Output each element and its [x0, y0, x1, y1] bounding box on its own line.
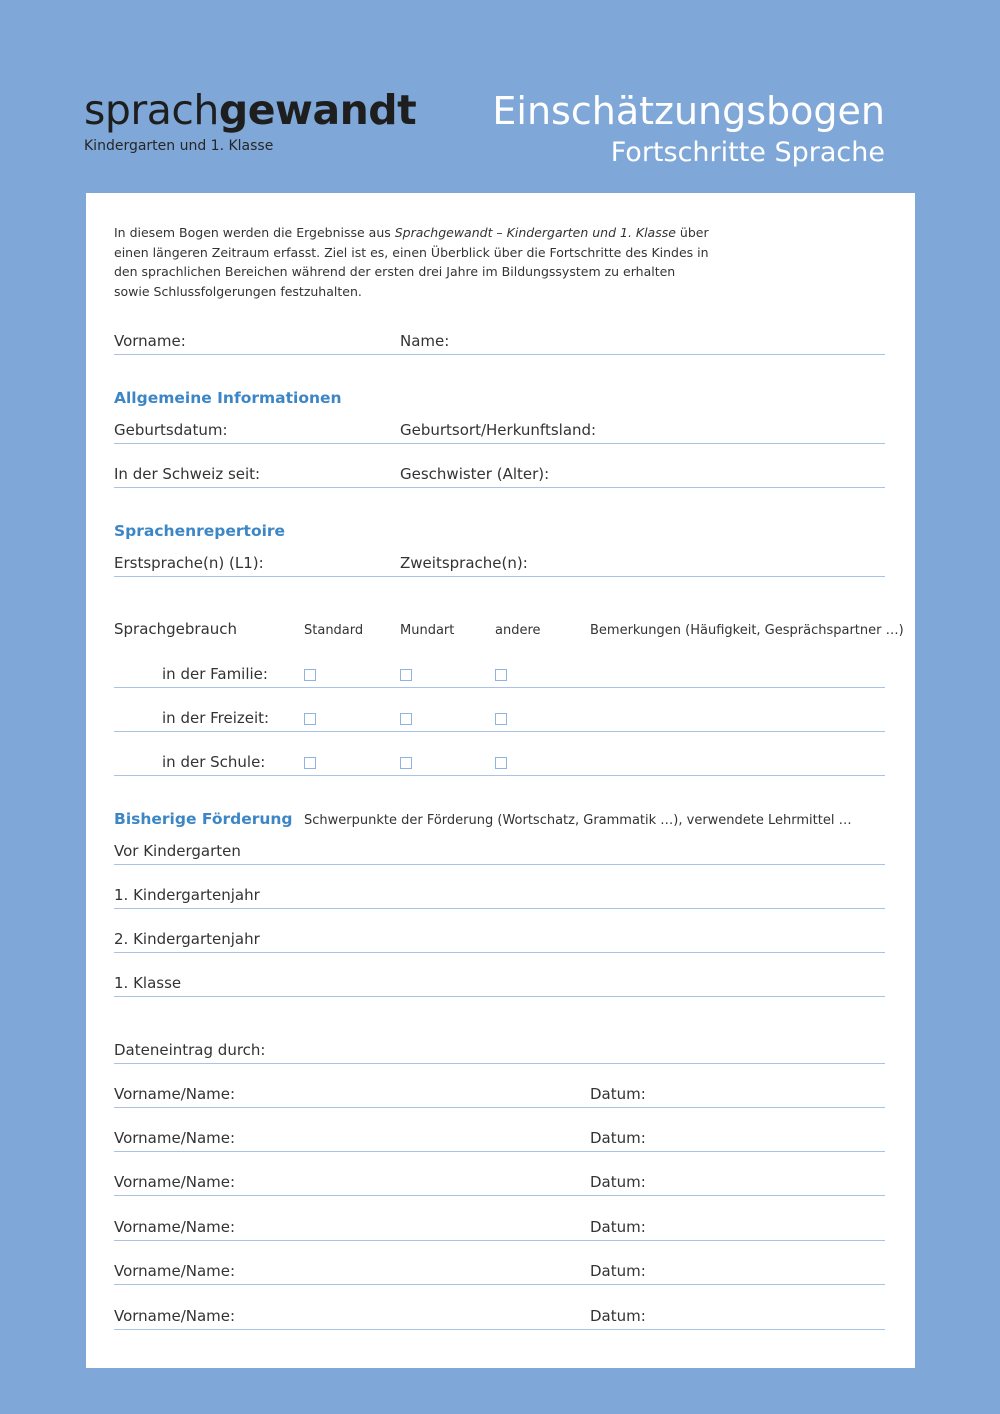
document-heading	[492, 88, 885, 170]
zweitsprache-label: Zweitsprache(n):	[400, 554, 528, 572]
geschwister-label: Geschwister (Alter):	[400, 465, 550, 483]
checkbox-freizeit-mundart[interactable]	[400, 713, 412, 725]
foerderung-note: Schwerpunkte der Förderung (Wortschatz, Grammatik …), verwendete Lehrmittel …	[304, 813, 852, 828]
name-row[interactable]	[114, 328, 885, 355]
geburtsdatum-label: Geburtsdatum:	[114, 421, 228, 439]
schweiz-row[interactable]	[114, 461, 885, 488]
checkbox-schule-andere[interactable]	[495, 757, 507, 769]
eintrag-name-label: Vorname/Name:	[114, 1307, 236, 1325]
eintrag-datum-label: Datum:	[590, 1129, 646, 1147]
sprachgebrauch-label: Sprachgebrauch	[114, 620, 238, 638]
intro-italic: Sprachgewandt – Kindergarten und 1. Klasse	[394, 225, 676, 240]
eintrag-row[interactable]	[114, 1303, 885, 1330]
column-andere: andere	[495, 623, 541, 638]
eintrag-datum-label: Datum:	[590, 1173, 646, 1191]
erstsprache-label: Erstsprache(n) (L1):	[114, 554, 264, 572]
gebrauch-row-familie	[114, 661, 885, 688]
intro-part1: In diesem Bogen werden die Ergebnisse aus	[114, 225, 395, 240]
intro-text	[114, 223, 714, 301]
foerderung-row-label: 1. Klasse	[114, 974, 182, 992]
foerderung-row[interactable]	[114, 882, 885, 909]
foerderung-row[interactable]	[114, 926, 885, 953]
eintrag-datum-label: Datum:	[590, 1218, 646, 1236]
column-mundart: Mundart	[400, 623, 455, 638]
eintrag-row[interactable]	[114, 1214, 885, 1241]
eintrag-name-label: Vorname/Name:	[114, 1085, 236, 1103]
schweiz-label: In der Schweiz seit:	[114, 465, 261, 483]
intro-part2: über einen längeren Zeitraum erfasst. Ziel ist es, einen Überblick über die Fortschritte des Kindes in den sprachlichen Bereichen während der ersten drei Jahre im Bildungssystem zu erhalten sowie Schlussfolgerungen festzuhalten.	[114, 225, 709, 299]
foerderung-row[interactable]	[114, 838, 885, 865]
brand-logo	[84, 86, 416, 154]
form-sheet	[86, 193, 915, 1368]
foerderung-row-label: 1. Kindergartenjahr	[114, 886, 260, 904]
eintrag-row[interactable]	[114, 1081, 885, 1108]
eintrag-datum-label: Datum:	[590, 1262, 646, 1280]
gebrauch-row-label: in der Freizeit:	[162, 709, 270, 727]
eintrag-name-label: Vorname/Name:	[114, 1173, 236, 1191]
eintrag-name-label: Vorname/Name:	[114, 1262, 236, 1280]
checkbox-schule-standard[interactable]	[304, 757, 316, 769]
eintrag-row[interactable]	[114, 1258, 885, 1285]
foerderung-row-label: Vor Kindergarten	[114, 842, 241, 860]
brand-subtitle: Kindergarten und 1. Klasse	[84, 138, 274, 154]
brand-name-light: sprach	[84, 86, 219, 134]
column-standard: Standard	[304, 623, 364, 638]
eintrag-name-label: Vorname/Name:	[114, 1129, 236, 1147]
checkbox-freizeit-standard[interactable]	[304, 713, 316, 725]
checkbox-schule-mundart[interactable]	[400, 757, 412, 769]
eintrag-name-label: Vorname/Name:	[114, 1218, 236, 1236]
eintrag-datum-label: Datum:	[590, 1307, 646, 1325]
eintrag-datum-label: Datum:	[590, 1085, 646, 1103]
dateneintrag-row	[114, 1037, 885, 1064]
sprachen-row[interactable]	[114, 550, 885, 577]
section-allgemein-title: Allgemeine Informationen	[114, 389, 342, 407]
name-label: Name:	[400, 332, 450, 350]
eintrag-row[interactable]	[114, 1169, 885, 1196]
dateneintrag-label: Dateneintrag durch:	[114, 1041, 266, 1059]
gebrauch-row-label: in der Schule:	[162, 753, 266, 771]
gebrauch-row-label: in der Familie:	[162, 665, 268, 683]
gebrauch-row-schule	[114, 749, 885, 776]
foerderung-row[interactable]	[114, 970, 885, 997]
checkbox-familie-mundart[interactable]	[400, 669, 412, 681]
document-title: Einschätzungsbogen	[492, 89, 885, 133]
section-foerderung-title: Bisherige Förderung	[114, 810, 293, 828]
checkbox-familie-standard[interactable]	[304, 669, 316, 681]
checkbox-freizeit-andere[interactable]	[495, 713, 507, 725]
column-bemerkungen: Bemerkungen (Häufigkeit, Gesprächspartner …)	[590, 623, 904, 638]
eintrag-row[interactable]	[114, 1125, 885, 1152]
brand-name-bold: gewandt	[218, 86, 417, 134]
brand-name	[84, 86, 416, 134]
section-repertoire-title: Sprachenrepertoire	[114, 522, 286, 540]
gebrauch-row-freizeit	[114, 705, 885, 732]
document-subtitle: Fortschritte Sprache	[610, 137, 885, 168]
checkbox-familie-andere[interactable]	[495, 669, 507, 681]
geburtsort-label: Geburtsort/Herkunftsland:	[400, 421, 597, 439]
foerderung-row-label: 2. Kindergartenjahr	[114, 930, 260, 948]
vorname-label: Vorname:	[114, 332, 186, 350]
geburt-row[interactable]	[114, 417, 885, 444]
